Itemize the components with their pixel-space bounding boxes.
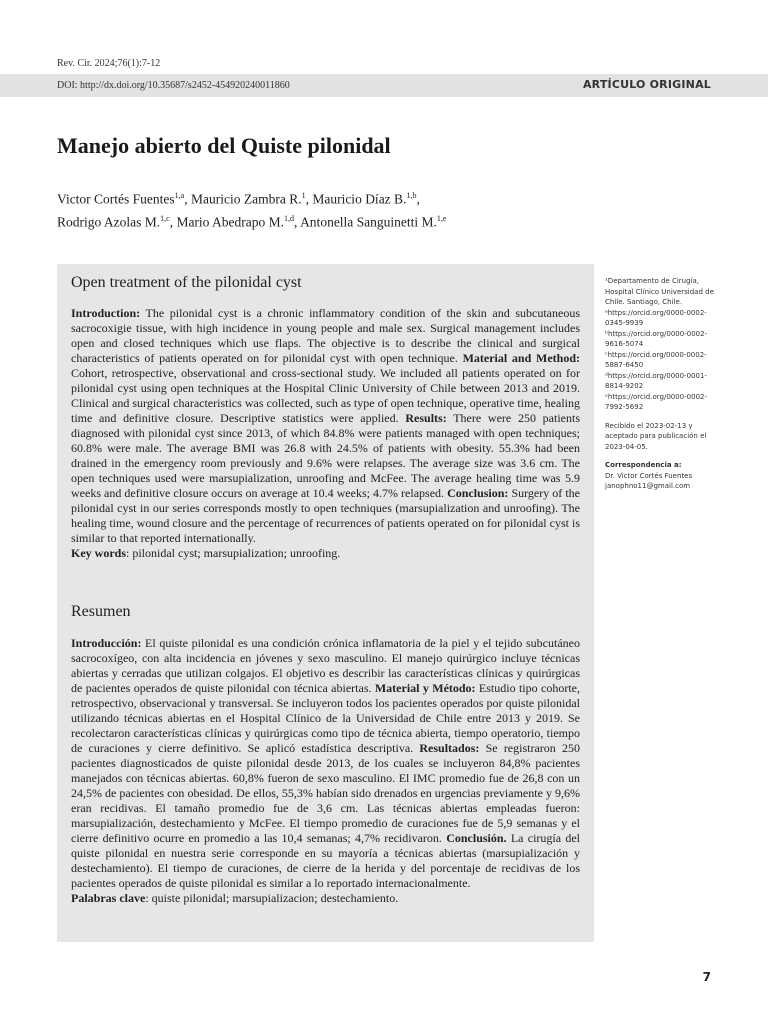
page-number: 7 [702,970,711,984]
doi-link[interactable]: DOI: http://dx.doi.org/10.35687/s2452-454920240011860 [57,80,290,91]
abstract-es-conclusion: La cirugía del quiste pilonidal en nuestra serie corresponde en su mayoría a técnicas abiertas (marsupialización y destechamiento). El tiempo de curaciones, de cierre de la herida y del porcentaje de recidivas de los pacientes operados de quiste pilonidal es similar a lo reportado internacionalmente. [71,831,580,890]
abstract-box [57,264,594,942]
abstract-en-intro: The pilonidal cyst is a chronic inflammatory condition of the skin and subcutaneous sacrocoxigie tissue, with high incidence in young people and male sex. Surgical management includes open and closed techniques which use flaps. The objective is to describe the clinical and surgical characteristics of patients operated on for pilonidal cyst with open technique. [71,306,580,365]
author-affiliation: 1,b [406,191,417,200]
abstract-es-keywords [71,891,580,906]
keywords-label: Key words [71,546,126,560]
abstract-es-intro: El quiste pilonidal es una condición crónica inflamatoria de la piel y el tejido subcutáneo sacrocoxígeo, con alta incidencia en jóvenes y sexo masculino. El manejo quirúrgico incluye técnicas abiertas y cerradas que utilizan colgajos. El objetivo es describir las características clínicas y quirúrgicas de pacientes operados de quiste pilonidal con técnica abiertas. [71,636,580,695]
author-separator: , [184,191,191,207]
abstract-es-intro-label: Introducción: [71,636,142,650]
abstract-en-keywords [71,546,580,561]
author-separator: , [305,191,313,207]
abstract-en-conclusion-label: Conclusion: [447,486,509,500]
abstract-en-results-label: Results: [405,411,447,425]
affiliation-text: ¹Departamento de Cirugía, Hospital Clínico Universidad de Chile. Santiago, Chile. [605,277,714,306]
palabras-clave-label: Palabras clave [71,891,146,905]
orcid-link[interactable]: ᵇhttps://orcid.org/0000-0002-9616-5074 [605,329,708,348]
author-separator: , [416,191,420,207]
abstract-en-method-label: Material and Method: [462,351,581,365]
correspondence-block [605,460,717,492]
correspondence-email[interactable]: janophno11@gmail.com [605,482,691,490]
received-note: Recibido el 2023-02-13 y aceptado para publicación el 2023-04-05. [605,421,707,451]
orcid-link[interactable]: ᵃhttps://orcid.org/0000-0002-0345-9939 [605,308,707,327]
orcid-link[interactable]: ᵈhttps://orcid.org/0000-0001-8814-9202 [605,371,707,390]
author-name: Mario Abedrapo M. [176,214,285,229]
section-tag: ARTÍCULO ORIGINAL [582,78,711,91]
abstract-es-results: Se registraron 250 pacientes diagnosticados de quiste pilonidal desde 2013, de los cuales se incluyeron 84,8% pacientes manejados con técnicas abiertas. 60,8% fueron de sexo masculino. El IMC promedio fue de 26,8 con un 24,5% de pacientes con obesidad. De ellos, 55,3% habían sido drenados en urgencias previamente y 9,6% eran recidivas. El tamaño promedio fue de 3,6 cm. Las técnicas abiertas empleadas fueron: marsupialización, destechamiento y McFee. El tiempo promedio de curaciones fue de 5,9 semanas y el cierre definitivo ocurre en promedio a las 10,4 semanas; 4,7% recidivaron. [71,741,580,845]
journal-citation: Rev. Cir. 2024;76(1):7-12 [57,58,161,69]
author-name: Antonella Sanguinetti M. [300,214,437,229]
author-separator: , [294,214,301,229]
author-affiliation: 1,e [436,213,447,223]
orcid-link[interactable]: ᵉhttps://orcid.org/0000-0002-7992-5692 [605,392,707,411]
author-name: Mauricio Díaz B. [312,191,407,207]
author-list [57,186,617,231]
abstract-es-method-label: Material y Método: [374,681,476,695]
abstract-en-heading: Open treatment of the pilonidal cyst [71,274,302,291]
author-affiliation: 1,a [174,191,185,200]
abstract-en-results: There were 250 patients diagnosed with pilonidal cyst since 2013, of which 84.8% were patients managed with open techniques; 60.8% were male. The average BMI was 26.8 with 24.5% of patients with obesity. 55.3% had been drained in the emergency room previously and 9.6% were relapses. The average size was 3.6 cm. The open techniques used were marsupialization, unroofing and McFee. The average healing time was 5.9 weeks and definitive closure occurs on average at 10.4 weeks; 4.7% relapsed. [71,411,580,500]
doi-bar [0,74,768,97]
abstract-en-intro-label: Introduction: [71,306,141,320]
author-affiliation: 1,c [160,213,170,223]
abstract-en-conclusion: Surgery of the pilonidal cyst in our series corresponds mostly to open techniques (marsupialization and unroofing). The healing time, wound closure and the percentage of recurrences of patients operated on for pilonidal cyst is similar to that reported internationally. [71,486,581,545]
correspondence-name: Dr. Victor Cortés Fuentes [605,471,693,480]
correspondence-label: Correspondencia a: [605,461,682,469]
sidebar-notes [605,276,717,500]
abstract-en-method: Cohort, retrospective, observational and cross-sectional study. We included all patients operated on for pilonidal cyst using open techniques at the Hospital Clinic University of Chile between 2013 and 2019. Clinical and surgical characteristics was collected, such as type of open technique, operative time, healing time and definitive closure. Descriptive statistics were applied. [71,366,580,425]
palabras-clave-text: : quiste pilonidal; marsupializacion; destechamiento. [145,891,399,905]
author-name: Victor Cortés Fuentes [57,191,175,207]
orcid-link[interactable]: ᶜhttps://orcid.org/0000-0002-5887-6450 [605,350,707,369]
author-name: Mauricio Zambra R. [190,191,302,207]
author-name: Rodrigo Azolas M. [57,214,161,229]
author-separator: , [169,214,177,229]
affiliations-block [605,276,717,413]
keywords-text: : pilonidal cyst; marsupialization; unroofing. [126,546,341,560]
author-affiliation: 1,d [284,213,295,223]
abstract-es-results-label: Resultados: [419,741,480,755]
author-affiliation: 1 [301,191,306,200]
abstract-es-heading: Resumen [71,603,131,620]
abstract-es-method: Estudio tipo cohorte, retrospectivo, observacional y transversal. Se incluyeron todos los pacientes operados por quiste pilonidal utilizando técnicas abiertas en el Hospital Clínico de la Universidad de Chile entre 2013 y 2019. Se recolectaron características clínicas y quirúrgicas como tipo de técnica abierta, tiempo operatorio, tiempo de curaciones y cierre definitivo. Se aplicó estadística descriptiva. [71,681,580,755]
abstract-es-conclusion-label: Conclusión. [446,831,507,845]
abstract-en-body [71,306,580,561]
abstract-es-body [71,636,580,906]
article-title: Manejo abierto del Quiste pilonidal [57,133,391,158]
